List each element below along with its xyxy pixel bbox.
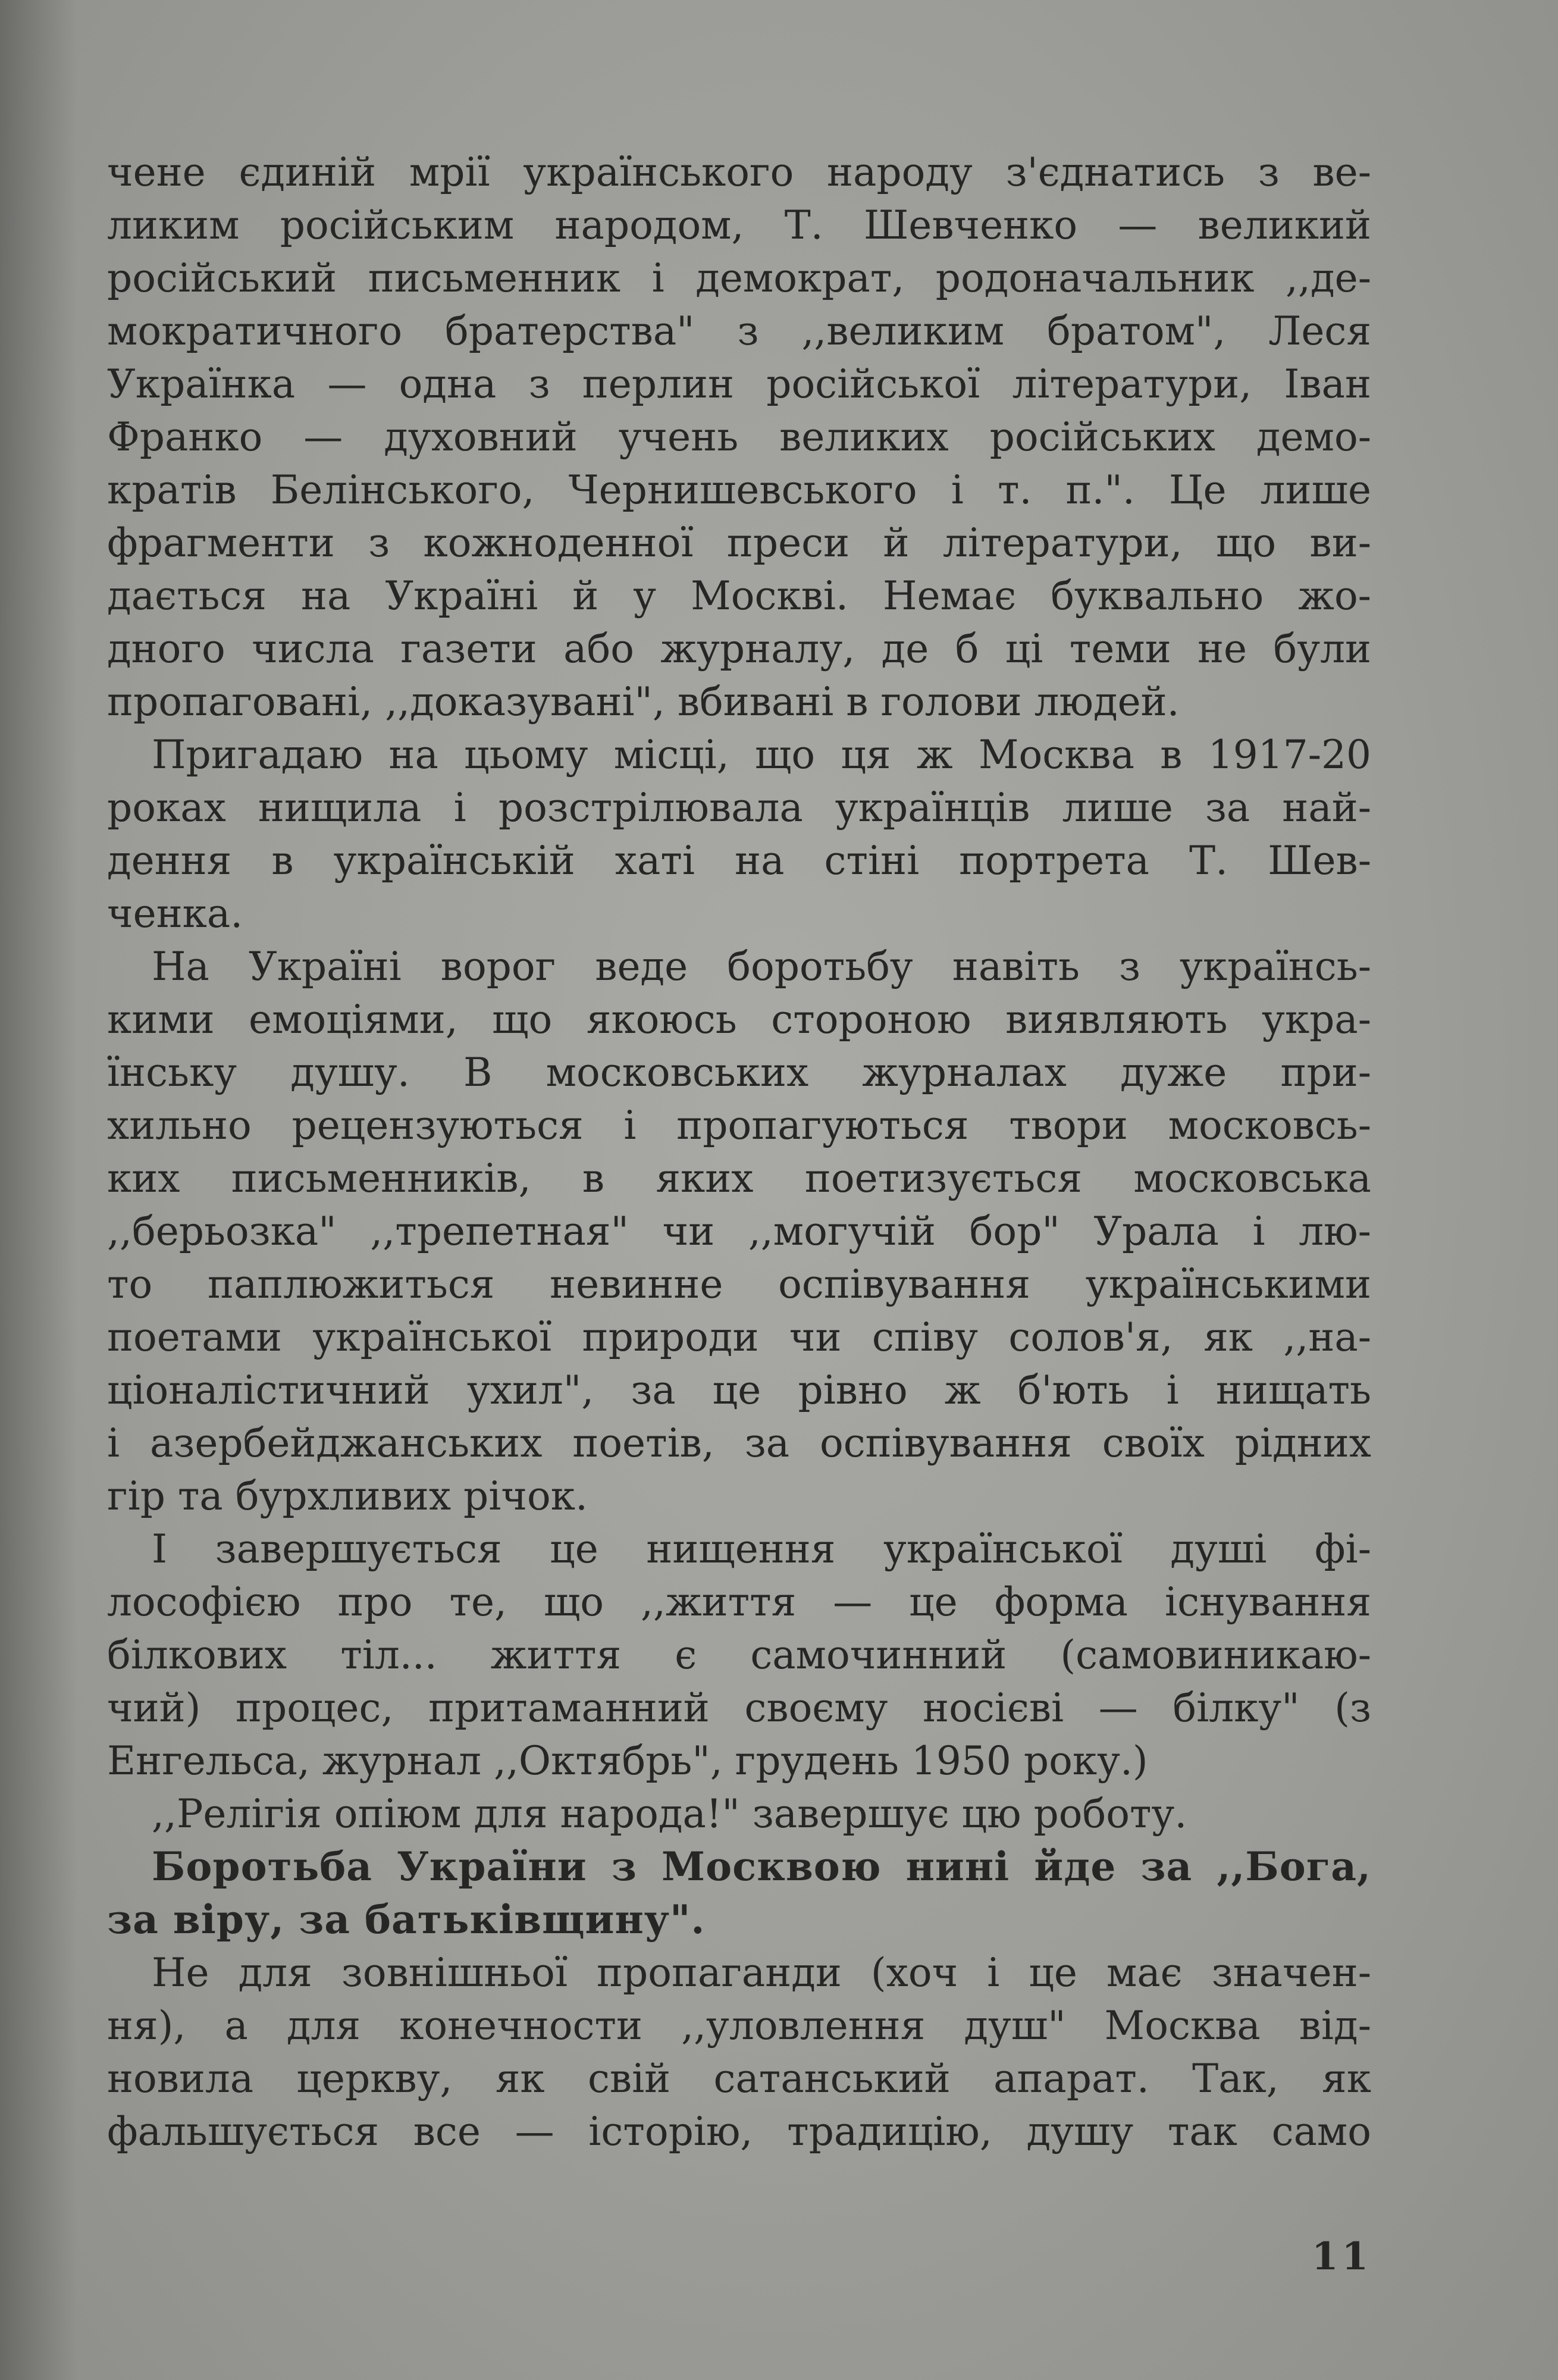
text-line: то паплюжиться невинне оспівування українськими <box>107 1261 1371 1307</box>
paragraph-1 <box>107 146 1371 728</box>
text-line: Боротьба України з Москвою нині йде за ,,Бога, <box>152 1843 1371 1890</box>
paragraph-7 <box>107 1946 1371 2158</box>
bold-statement <box>107 1840 1371 1946</box>
text-line: фальшується все — історію, традицію, душу так само <box>107 2109 1371 2154</box>
text-line: ,,Релігія опіюм для народа!" завершує цю роботу. <box>152 1791 1187 1837</box>
text-line: поетами української природи чи співу солов'я, як ,,на- <box>107 1314 1371 1360</box>
text-line: дається на Україні й у Москві. Немає буквально жо- <box>107 573 1371 619</box>
text-line: російський письменник і демократ, родоначальник ,,де- <box>107 255 1371 301</box>
text-line: за віру, за батьківщину". <box>107 1896 706 1943</box>
text-line: На Україні ворог веде боротьбу навіть з українсь- <box>152 944 1371 989</box>
text-line: І завершується це нищення української душі фі- <box>152 1526 1371 1572</box>
text-line: дного числа газети або журналу, де б ці теми не були <box>107 626 1371 672</box>
text-line: кими емоціями, що якоюсь стороною виявляють укра- <box>107 997 1371 1042</box>
text-line: кратів Белінського, Чернишевського і т. п.". Це лише <box>107 467 1371 513</box>
text-line: чене єдиній мрії українського народу з'єднатись з ве- <box>107 149 1371 195</box>
page-number: 11 <box>1312 2234 1372 2279</box>
text-line: і азербейджанських поетів, за оспівування своїх рідних <box>107 1420 1371 1466</box>
text-line: білкових тіл... життя є самочинний (самовиникаю- <box>107 1632 1371 1678</box>
text-line: гір та бурхливих річок. <box>107 1473 588 1519</box>
text-line: дення в українській хаті на стіні портрета Т. Шев- <box>107 838 1371 884</box>
text-line: ,,берьозка" ,,трепетная" чи ,,могучій бор" Урала і лю- <box>107 1208 1371 1254</box>
text-line: Енгельса, журнал ,,Октябрь", грудень 1950 року.) <box>107 1738 1148 1784</box>
text-line: мократичного братерства" з ,,великим братом", Леся <box>107 308 1371 354</box>
page-edge-shadow <box>0 0 77 2380</box>
text-line: Не для зовнішньої пропаганди (хоч і це має значен- <box>152 1950 1371 1996</box>
text-line: ликим російським народом, Т. Шевченко — великий <box>107 202 1371 248</box>
body-text <box>107 146 1371 2158</box>
text-line: Пригадаю на цьому місці, що ця ж Москва в 1917-20 <box>152 732 1371 778</box>
text-line: ня), а для конечности ,,уловлення душ" Москва від- <box>107 2003 1371 2049</box>
text-line: роках нищила і розстрілювала українців лише за най- <box>107 785 1371 831</box>
paragraph-5 <box>107 1787 1371 1840</box>
paragraph-3 <box>107 940 1371 1523</box>
text-line: ких письменників, в яких поетизується московська <box>107 1155 1371 1201</box>
paragraph-2 <box>107 728 1371 940</box>
text-line: ченка. <box>107 891 243 937</box>
text-line: Франко — духовний учень великих російських демо- <box>107 414 1371 460</box>
text-line: фрагменти з кожноденної преси й літератури, що ви- <box>107 520 1371 566</box>
text-line: пропаговані, ,,доказувані", вбивані в голови людей. <box>107 679 1180 725</box>
text-line: хильно рецензуються і пропагуються твори московсь- <box>107 1103 1371 1148</box>
text-line: новила церкву, як свій сатанський апарат. Так, як <box>107 2056 1371 2102</box>
text-line: лософією про те, що ,,життя — це форма існування <box>107 1579 1371 1625</box>
text-line: їнську душу. В московських журналах дуже при- <box>107 1050 1371 1095</box>
text-line: ціоналістичний ухил", за це рівно ж б'ють і нищать <box>107 1367 1371 1413</box>
text-line: чий) процес, притаманний своєму носієві — білку" (з <box>107 1685 1371 1731</box>
paragraph-4 <box>107 1523 1371 1787</box>
text-line: Українка — одна з перлин російської літератури, Іван <box>107 361 1371 407</box>
